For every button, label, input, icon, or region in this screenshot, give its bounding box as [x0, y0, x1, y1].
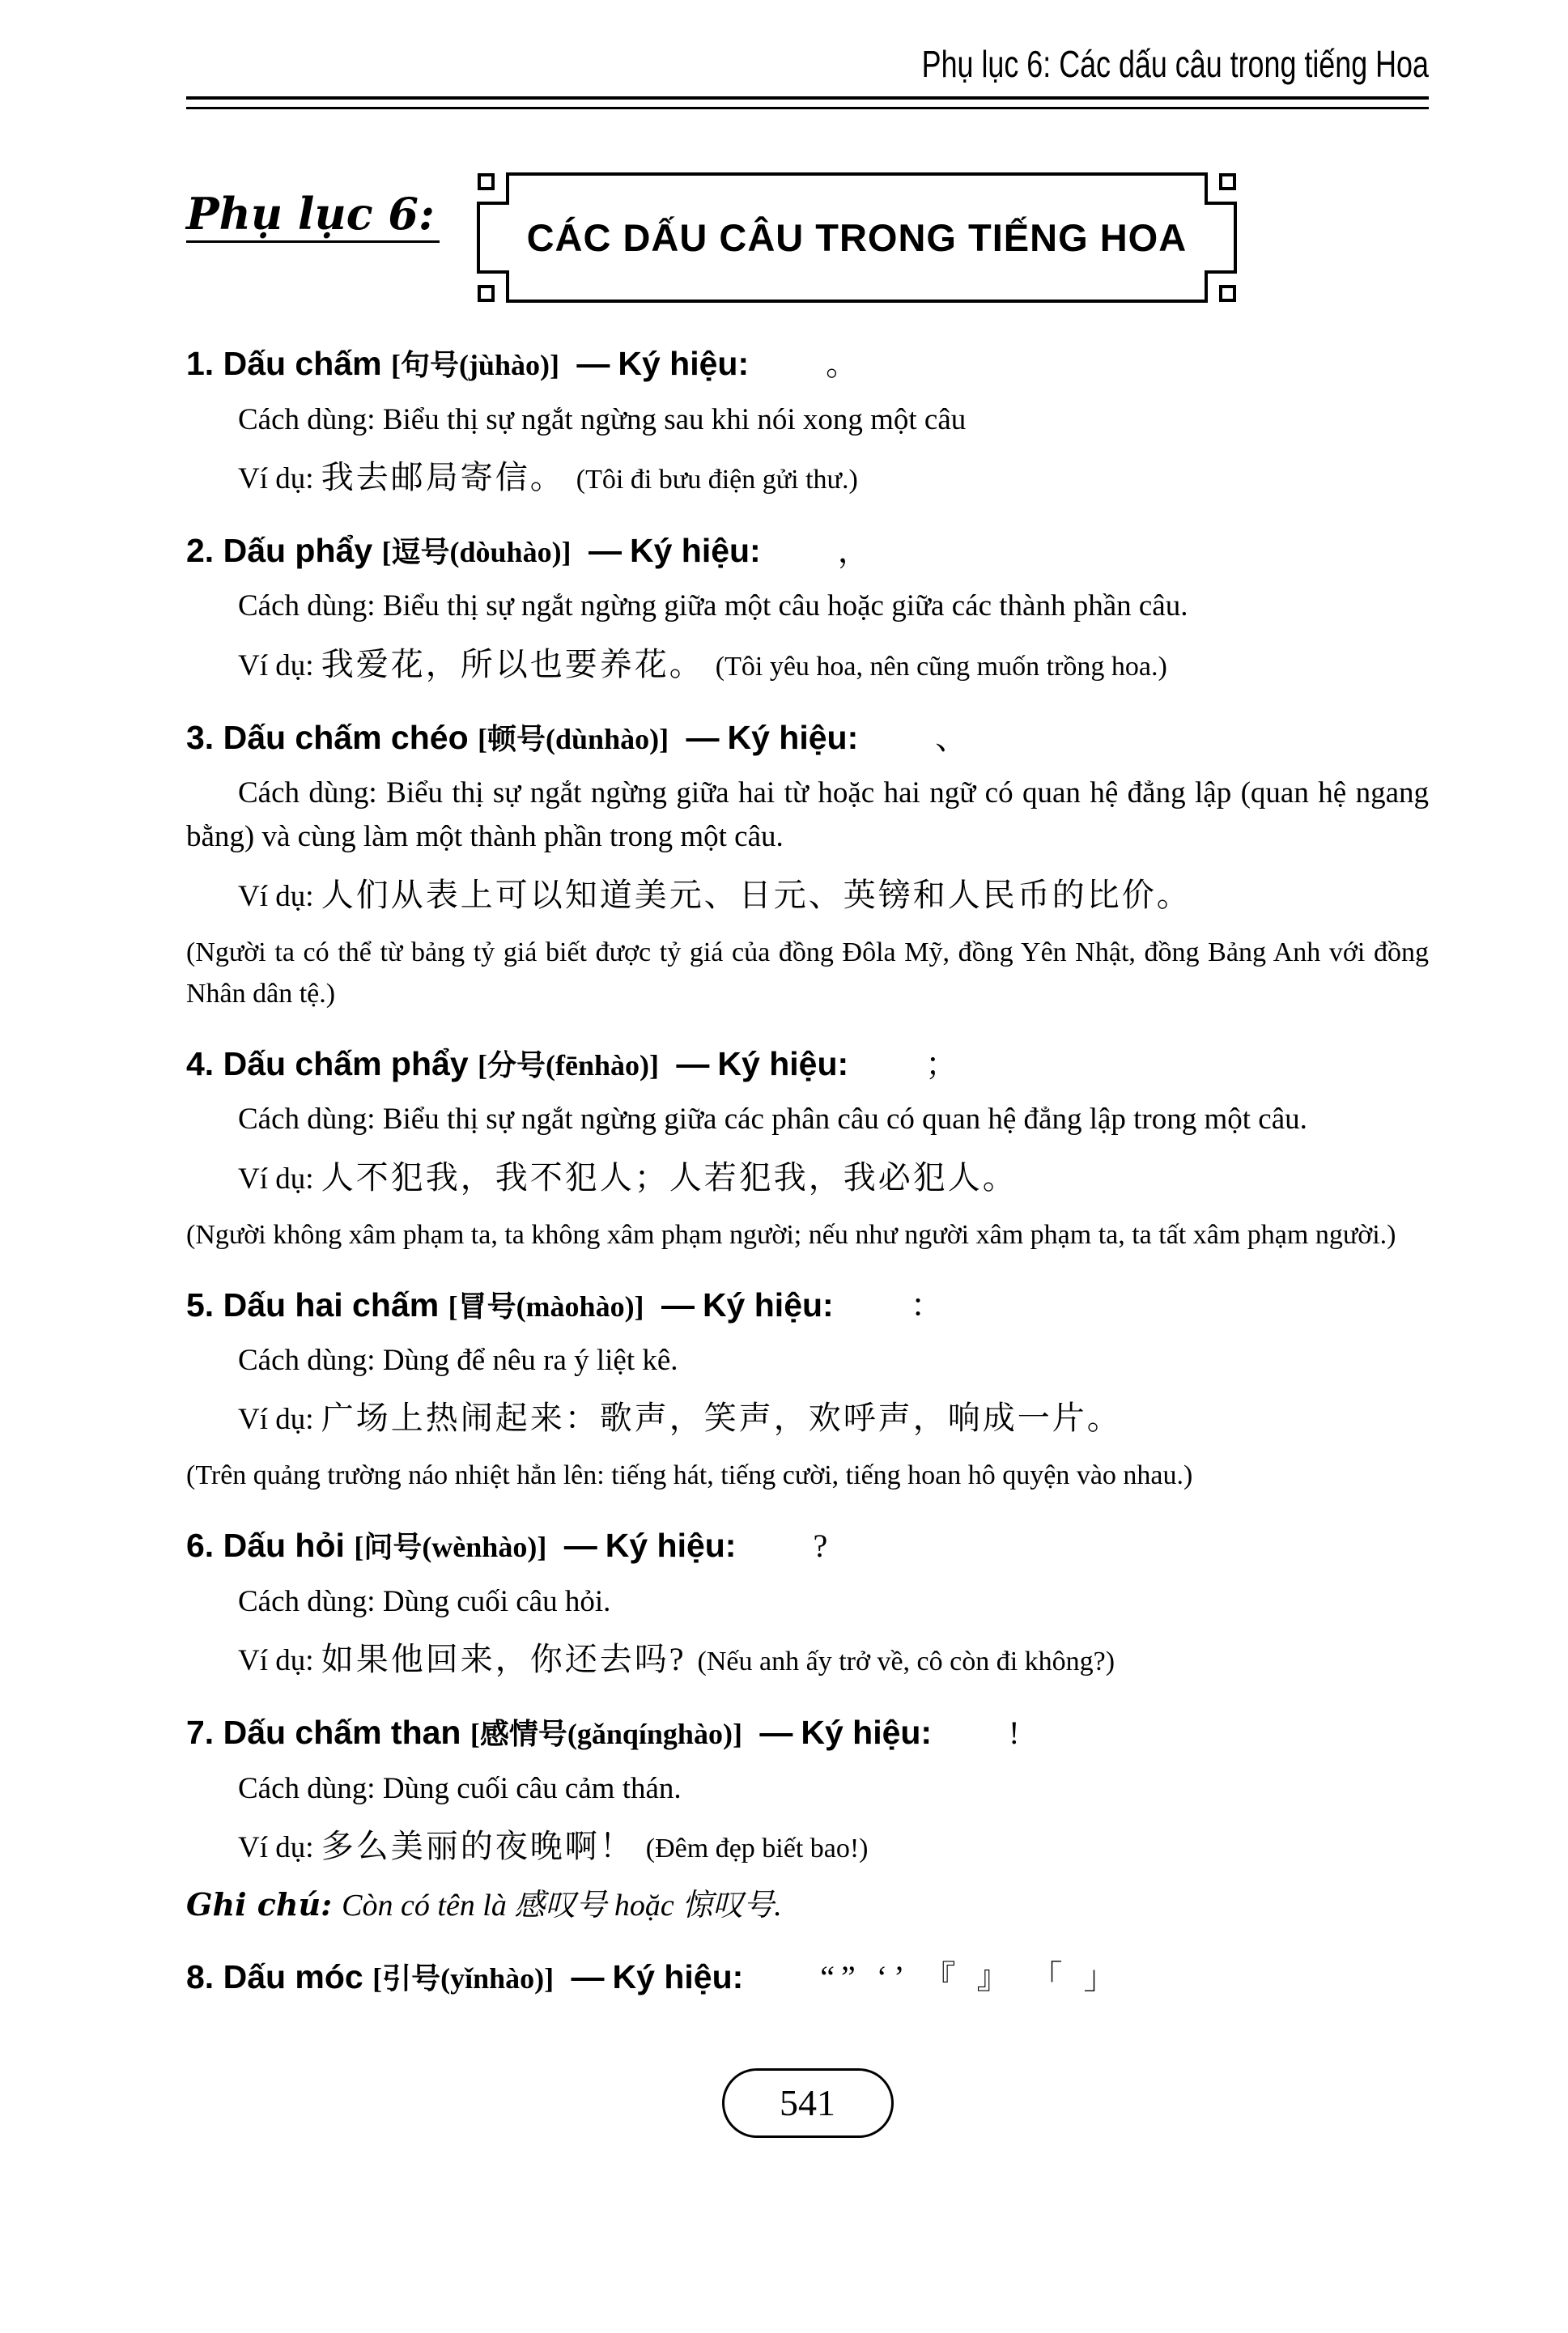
dash: — — [676, 1044, 710, 1082]
section-title: 8. Dấu móc — [186, 1958, 363, 1996]
appendix-label: Phụ lục 6: — [186, 190, 440, 242]
section-heading — [186, 343, 1429, 385]
note-text: Còn có tên là 感叹号 hoặc 惊叹号. — [342, 1889, 782, 1923]
usage-text: Biểu thị sự ngắt ngừng giữa các phân câu có quan hệ đẳng lập trong một câu. — [382, 1102, 1307, 1136]
symbol-label: Ký hiệu: — [629, 532, 761, 570]
example-label: Ví dụ: — [238, 1162, 314, 1196]
symbol-label: Ký hiệu: — [801, 1714, 933, 1752]
section-chinese-name: [分号(fēnhào)] — [478, 1048, 659, 1082]
page-number-badge — [722, 2068, 894, 2138]
symbol-label: Ký hiệu: — [612, 1958, 744, 1996]
usage-text: Dùng để nêu ra ý liệt kê. — [382, 1343, 678, 1377]
symbol-label: Ký hiệu: — [717, 1044, 849, 1082]
section-title: 5. Dấu hai chấm — [186, 1285, 440, 1324]
usage-paragraph — [186, 1580, 1429, 1624]
example-label: Ví dụ: — [238, 1644, 314, 1678]
usage-text: Biểu thị sự ngắt ngừng giữa một câu hoặc giữa các thành phần câu. — [382, 589, 1188, 623]
punctuation-symbol: “” ‘’ 『 』 「 」 — [820, 1959, 1123, 1996]
sections-list — [186, 343, 1429, 1998]
section — [186, 1957, 1429, 1998]
section-title: 7. Dấu chấm than — [186, 1714, 461, 1752]
usage-paragraph — [186, 1339, 1429, 1383]
example-paragraph — [186, 1636, 1429, 1683]
punctuation-symbol: ? — [813, 1528, 835, 1565]
usage-paragraph — [186, 1098, 1429, 1141]
section — [186, 1043, 1429, 1256]
usage-label: Cách dùng: — [238, 1771, 376, 1805]
section — [186, 530, 1429, 688]
example-paragraph — [186, 1823, 1429, 1870]
usage-label: Cách dùng: — [238, 1343, 376, 1377]
example-translation: (Nếu anh ấy trở về, cô còn đi không?) — [697, 1647, 1115, 1677]
usage-label: Cách dùng: — [238, 1584, 376, 1618]
usage-paragraph — [186, 1767, 1429, 1811]
section-chinese-name: [冒号(màohào)] — [448, 1290, 644, 1323]
section-heading — [186, 1712, 1429, 1753]
dash: — — [661, 1285, 695, 1324]
section-chinese-name: [感情号(gǎnqínghào)] — [470, 1718, 742, 1751]
example-translation: (Tôi đi bưu điện gửi thư.) — [576, 465, 858, 495]
corner-ornament — [477, 270, 509, 303]
dash: — — [686, 719, 720, 757]
example-chinese: 人不犯我，我不犯人；人若犯我，我必犯人。 — [321, 1158, 1018, 1196]
section — [186, 1285, 1429, 1497]
section-chinese-name: [顿号(dùnhào)] — [478, 723, 669, 756]
punctuation-symbol: 、 — [935, 720, 975, 757]
usage-text: Dùng cuối câu cảm thán. — [382, 1771, 682, 1805]
usage-label: Cách dùng: — [238, 402, 376, 436]
punctuation-symbol: ； — [925, 1045, 965, 1082]
usage-label: Cách dùng: — [238, 1102, 376, 1136]
section-heading — [186, 1285, 1429, 1326]
running-header — [186, 45, 1429, 83]
dash: — — [759, 1714, 793, 1752]
usage-text: Biểu thị sự ngắt ngừng sau khi nói xong một câu — [382, 402, 967, 436]
note-label: Ghi chú: — [186, 1886, 333, 1923]
section-chinese-name: [问号(wènhào)] — [354, 1531, 547, 1564]
usage-label: Cách dùng: — [238, 776, 377, 810]
usage-paragraph — [186, 584, 1429, 628]
example-paragraph — [186, 1395, 1429, 1442]
usage-paragraph — [186, 398, 1429, 442]
dash: — — [563, 1527, 597, 1565]
example-paragraph — [186, 454, 1429, 501]
usage-label: Cách dùng: — [238, 589, 376, 623]
example-chinese: 广场上热闹起来：歌声，笑声，欢呼声，响成一片。 — [321, 1400, 1122, 1437]
corner-ornament — [1205, 172, 1237, 205]
example-paragraph — [186, 872, 1429, 919]
corner-ornament — [477, 172, 509, 205]
section — [186, 1525, 1429, 1683]
corner-ornament — [1205, 270, 1237, 303]
header-rule — [186, 96, 1429, 109]
example-translation: (Trên quảng trường náo nhiệt hẳn lên: tiếng hát, tiếng cười, tiếng hoan hô quyện vào nhau.) — [186, 1460, 1193, 1491]
section-heading — [186, 1043, 1429, 1085]
section-heading — [186, 1525, 1429, 1566]
dash: — — [576, 345, 610, 383]
symbol-label: Ký hiệu: — [618, 345, 750, 383]
punctuation-symbol: ： — [910, 1286, 950, 1324]
example-chinese: 如果他回来，你还去吗? — [321, 1641, 686, 1678]
page-number: 541 — [780, 2082, 835, 2124]
example-label: Ví dụ: — [238, 1831, 314, 1865]
section-title: 3. Dấu chấm chéo — [186, 719, 469, 757]
symbol-label: Ký hiệu: — [605, 1527, 737, 1565]
example-paragraph — [186, 1154, 1429, 1201]
section-chinese-name: [句号(jùhào)] — [390, 349, 559, 382]
section-heading — [186, 717, 1429, 759]
section-title: 1. Dấu chấm — [186, 345, 382, 383]
example-chinese: 人们从表上可以知道美元、日元、英镑和人民币的比价。 — [321, 876, 1192, 913]
example-label: Ví dụ: — [238, 649, 314, 683]
section — [186, 343, 1429, 501]
section-title: 2. Dấu phẩy — [186, 532, 373, 570]
example-paragraph — [186, 641, 1429, 688]
example-chinese: 我爱花，所以也要养花。 — [321, 646, 704, 683]
usage-text: Dùng cuối câu hỏi. — [382, 1584, 611, 1618]
section — [186, 717, 1429, 1014]
punctuation-symbol: ， — [837, 533, 877, 570]
example-chinese: 多么美丽的夜晚啊！ — [321, 1828, 635, 1865]
example-translation: (Đêm đẹp biết bao!) — [645, 1834, 869, 1864]
punctuation-symbol: 。 — [826, 346, 865, 383]
note-paragraph — [186, 1883, 1429, 1927]
example-translation: (Người ta có thể từ bảng tỷ giá biết được tỷ giá của đồng Đôla Mỹ, đồng Yên Nhật, đồng Bảng Anh với đồng Nhân dân tệ.) — [186, 937, 1429, 1009]
section-chinese-name: [引号(yǐnhào)] — [372, 1962, 555, 1995]
section — [186, 1712, 1429, 1927]
title-box — [477, 172, 1237, 303]
punctuation-symbol: ! — [1009, 1715, 1026, 1752]
example-chinese: 我去邮局寄信。 — [321, 459, 565, 496]
symbol-label: Ký hiệu: — [702, 1285, 834, 1324]
section-title: 6. Dấu hỏi — [186, 1527, 345, 1565]
running-header-text: Phụ lục 6: Các dấu câu trong tiếng Hoa — [921, 43, 1429, 85]
appendix-row — [186, 172, 1429, 303]
section-chinese-name: [逗号(dòuhào)] — [381, 536, 572, 569]
section-title: 4. Dấu chấm phẩy — [186, 1044, 469, 1082]
usage-paragraph — [186, 771, 1429, 858]
example-label: Ví dụ: — [238, 462, 314, 496]
symbol-label: Ký hiệu: — [727, 719, 859, 757]
section-heading — [186, 530, 1429, 572]
example-translation: (Tôi yêu hoa, nên cũng muốn trồng hoa.) — [715, 652, 1167, 682]
example-label: Ví dụ: — [238, 879, 314, 913]
page-title: CÁC DẤU CÂU TRONG TIẾNG HOA — [526, 216, 1188, 260]
example-label: Ví dụ: — [238, 1403, 314, 1437]
example-translation: (Người không xâm phạm ta, ta không xâm phạm người; nếu như người xâm phạm ta, ta tất xâm phạm người.) — [186, 1219, 1396, 1250]
usage-text: Biểu thị sự ngắt ngừng giữa hai từ hoặc hai ngữ có quan hệ đẳng lập (quan hệ ngang bằng) và cùng làm một thành phần trong một câu. — [186, 776, 1430, 853]
dash: — — [571, 1958, 605, 1996]
dash: — — [588, 532, 622, 570]
section-heading — [186, 1957, 1429, 1998]
